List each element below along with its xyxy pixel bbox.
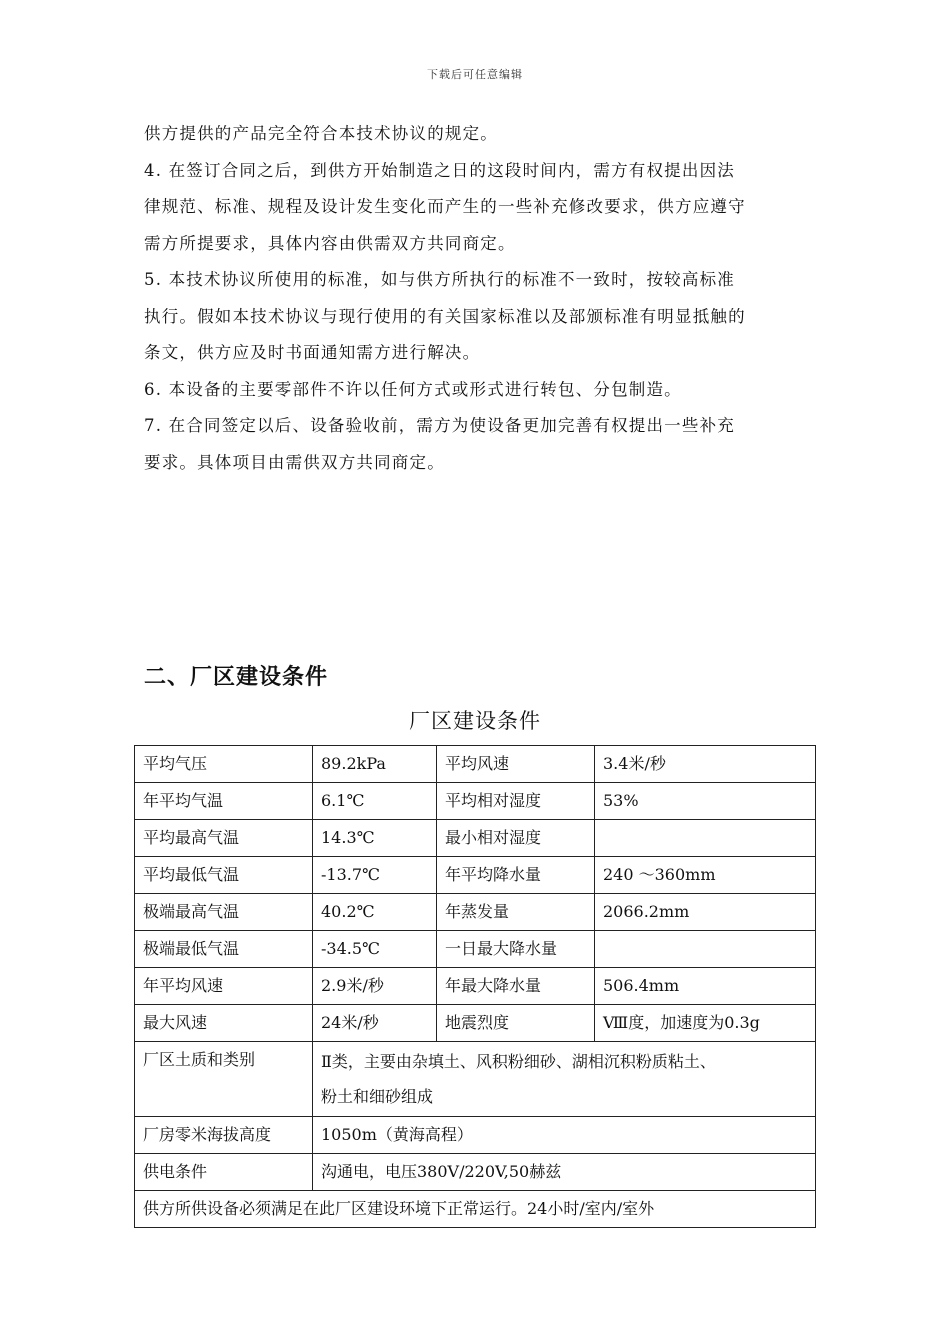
paragraph-line: 供方提供的产品完全符合本技术协议的规定。 bbox=[144, 124, 498, 143]
soil-value-line: Ⅱ类，主要由杂填土、风积粉细砂、湖相沉积粉质粘土、 bbox=[321, 1052, 716, 1071]
table-cell-value: 1050m（黄海高程） bbox=[313, 1117, 816, 1154]
site-conditions-table bbox=[134, 745, 816, 1228]
table-cell-value: 24米/秒 bbox=[313, 1005, 437, 1042]
paragraph-line: 7. 在合同签定以后、设备验收前，需方为使设备更加完善有权提出一些补充 bbox=[144, 416, 735, 435]
paragraph-line: 4. 在签订合同之后，到供方开始制造之日的这段时间内，需方有权提出因法 bbox=[144, 160, 735, 180]
paragraph-line: 律规范、标准、规程及设计发生变化而产生的一些补充修改要求，供方应遵守 bbox=[144, 197, 746, 216]
table-cell-value: 506.4mm bbox=[595, 968, 816, 1005]
table-cell-label: 平均最低气温 bbox=[135, 857, 313, 894]
paragraph-line: 要求。具体项目由需供双方共同商定。 bbox=[144, 452, 445, 472]
table-caption: 厂区建设条件 bbox=[409, 709, 541, 733]
table-cell-label: 年平均风速 bbox=[135, 968, 313, 1005]
table-cell-label: 年平均降水量 bbox=[437, 857, 595, 894]
table-cell-value: 2066.2mm bbox=[595, 894, 816, 931]
table-cell-value bbox=[313, 1042, 816, 1117]
table-cell-label: 年平均气温 bbox=[135, 783, 313, 820]
table-row bbox=[135, 746, 816, 783]
table-cell-label: 供电条件 bbox=[135, 1154, 313, 1191]
table-row bbox=[135, 894, 816, 931]
table-row bbox=[135, 783, 816, 820]
table-cell-value: 3.4米/秒 bbox=[595, 746, 816, 783]
table-cell-value: 6.1℃ bbox=[313, 783, 437, 820]
table-cell-label: 一日最大降水量 bbox=[437, 931, 595, 968]
paragraph-line: 执行。假如本技术协议与现行使用的有关国家标准以及部颁标准有明显抵触的 bbox=[144, 306, 746, 326]
table-cell-label: 平均气压 bbox=[135, 746, 313, 783]
paragraph-line: 条文，供方应及时书面通知需方进行解决。 bbox=[144, 343, 481, 362]
paragraph-line: 需方所提要求，具体内容由供需双方共同商定。 bbox=[144, 233, 516, 253]
table-cell-value: 40.2℃ bbox=[313, 894, 437, 931]
table-cell-label: 年最大降水量 bbox=[437, 968, 595, 1005]
table-cell-label: 最小相对湿度 bbox=[437, 820, 595, 857]
soil-value-line: 粉土和细砂组成 bbox=[321, 1087, 434, 1106]
table-cell-value: Ⅷ度，加速度为0.3g bbox=[595, 1005, 816, 1042]
table-row bbox=[135, 968, 816, 1005]
table-row bbox=[135, 1154, 816, 1191]
table-cell-label: 厂区土质和类别 bbox=[135, 1042, 313, 1117]
table-cell-label: 平均相对湿度 bbox=[437, 783, 595, 820]
table-cell-value: 89.2kPa bbox=[313, 746, 437, 783]
table-cell-value: 14.3℃ bbox=[313, 820, 437, 857]
table-cell-label: 极端最低气温 bbox=[135, 931, 313, 968]
table-cell-value bbox=[595, 931, 816, 968]
table-cell-value: 53% bbox=[595, 783, 816, 820]
agreement-paragraphs bbox=[144, 116, 814, 481]
table-cell-label: 平均风速 bbox=[437, 746, 595, 783]
table-cell-label: 极端最高气温 bbox=[135, 894, 313, 931]
header-note: 下载后可任意编辑 bbox=[427, 68, 523, 81]
paragraph-line: 5. 本技术协议所使用的标准，如与供方所执行的标准不一致时，按较高标准 bbox=[144, 270, 735, 289]
table-cell-label: 最大风速 bbox=[135, 1005, 313, 1042]
table-cell-value: -13.7℃ bbox=[313, 857, 437, 894]
table-cell-value bbox=[595, 820, 816, 857]
table-row bbox=[135, 1005, 816, 1042]
paragraph-line: 6. 本设备的主要零部件不许以任何方式或形式进行转包、分包制造。 bbox=[144, 379, 682, 399]
table-cell-label: 平均最高气温 bbox=[135, 820, 313, 857]
table-row bbox=[135, 857, 816, 894]
table-row bbox=[135, 931, 816, 968]
table-cell-label: 年蒸发量 bbox=[437, 894, 595, 931]
table-row bbox=[135, 1191, 816, 1228]
table-cell-value: 240 ～360mm bbox=[595, 857, 816, 894]
table-row bbox=[135, 820, 816, 857]
table-row bbox=[135, 1117, 816, 1154]
table-cell-label: 厂房零米海拔高度 bbox=[135, 1117, 313, 1154]
table-row bbox=[135, 1042, 816, 1117]
section-title: 二、厂区建设条件 bbox=[144, 665, 329, 690]
table-footer-cell: 供方所供设备必须满足在此厂区建设环境下正常运行。24小时/室内/室外 bbox=[135, 1191, 816, 1228]
table-cell-value: 沟通电，电压380V/220V,50赫兹 bbox=[313, 1154, 816, 1191]
table-cell-value: 2.9米/秒 bbox=[313, 968, 437, 1005]
table-cell-value: -34.5℃ bbox=[313, 931, 437, 968]
table-cell-label: 地震烈度 bbox=[437, 1005, 595, 1042]
